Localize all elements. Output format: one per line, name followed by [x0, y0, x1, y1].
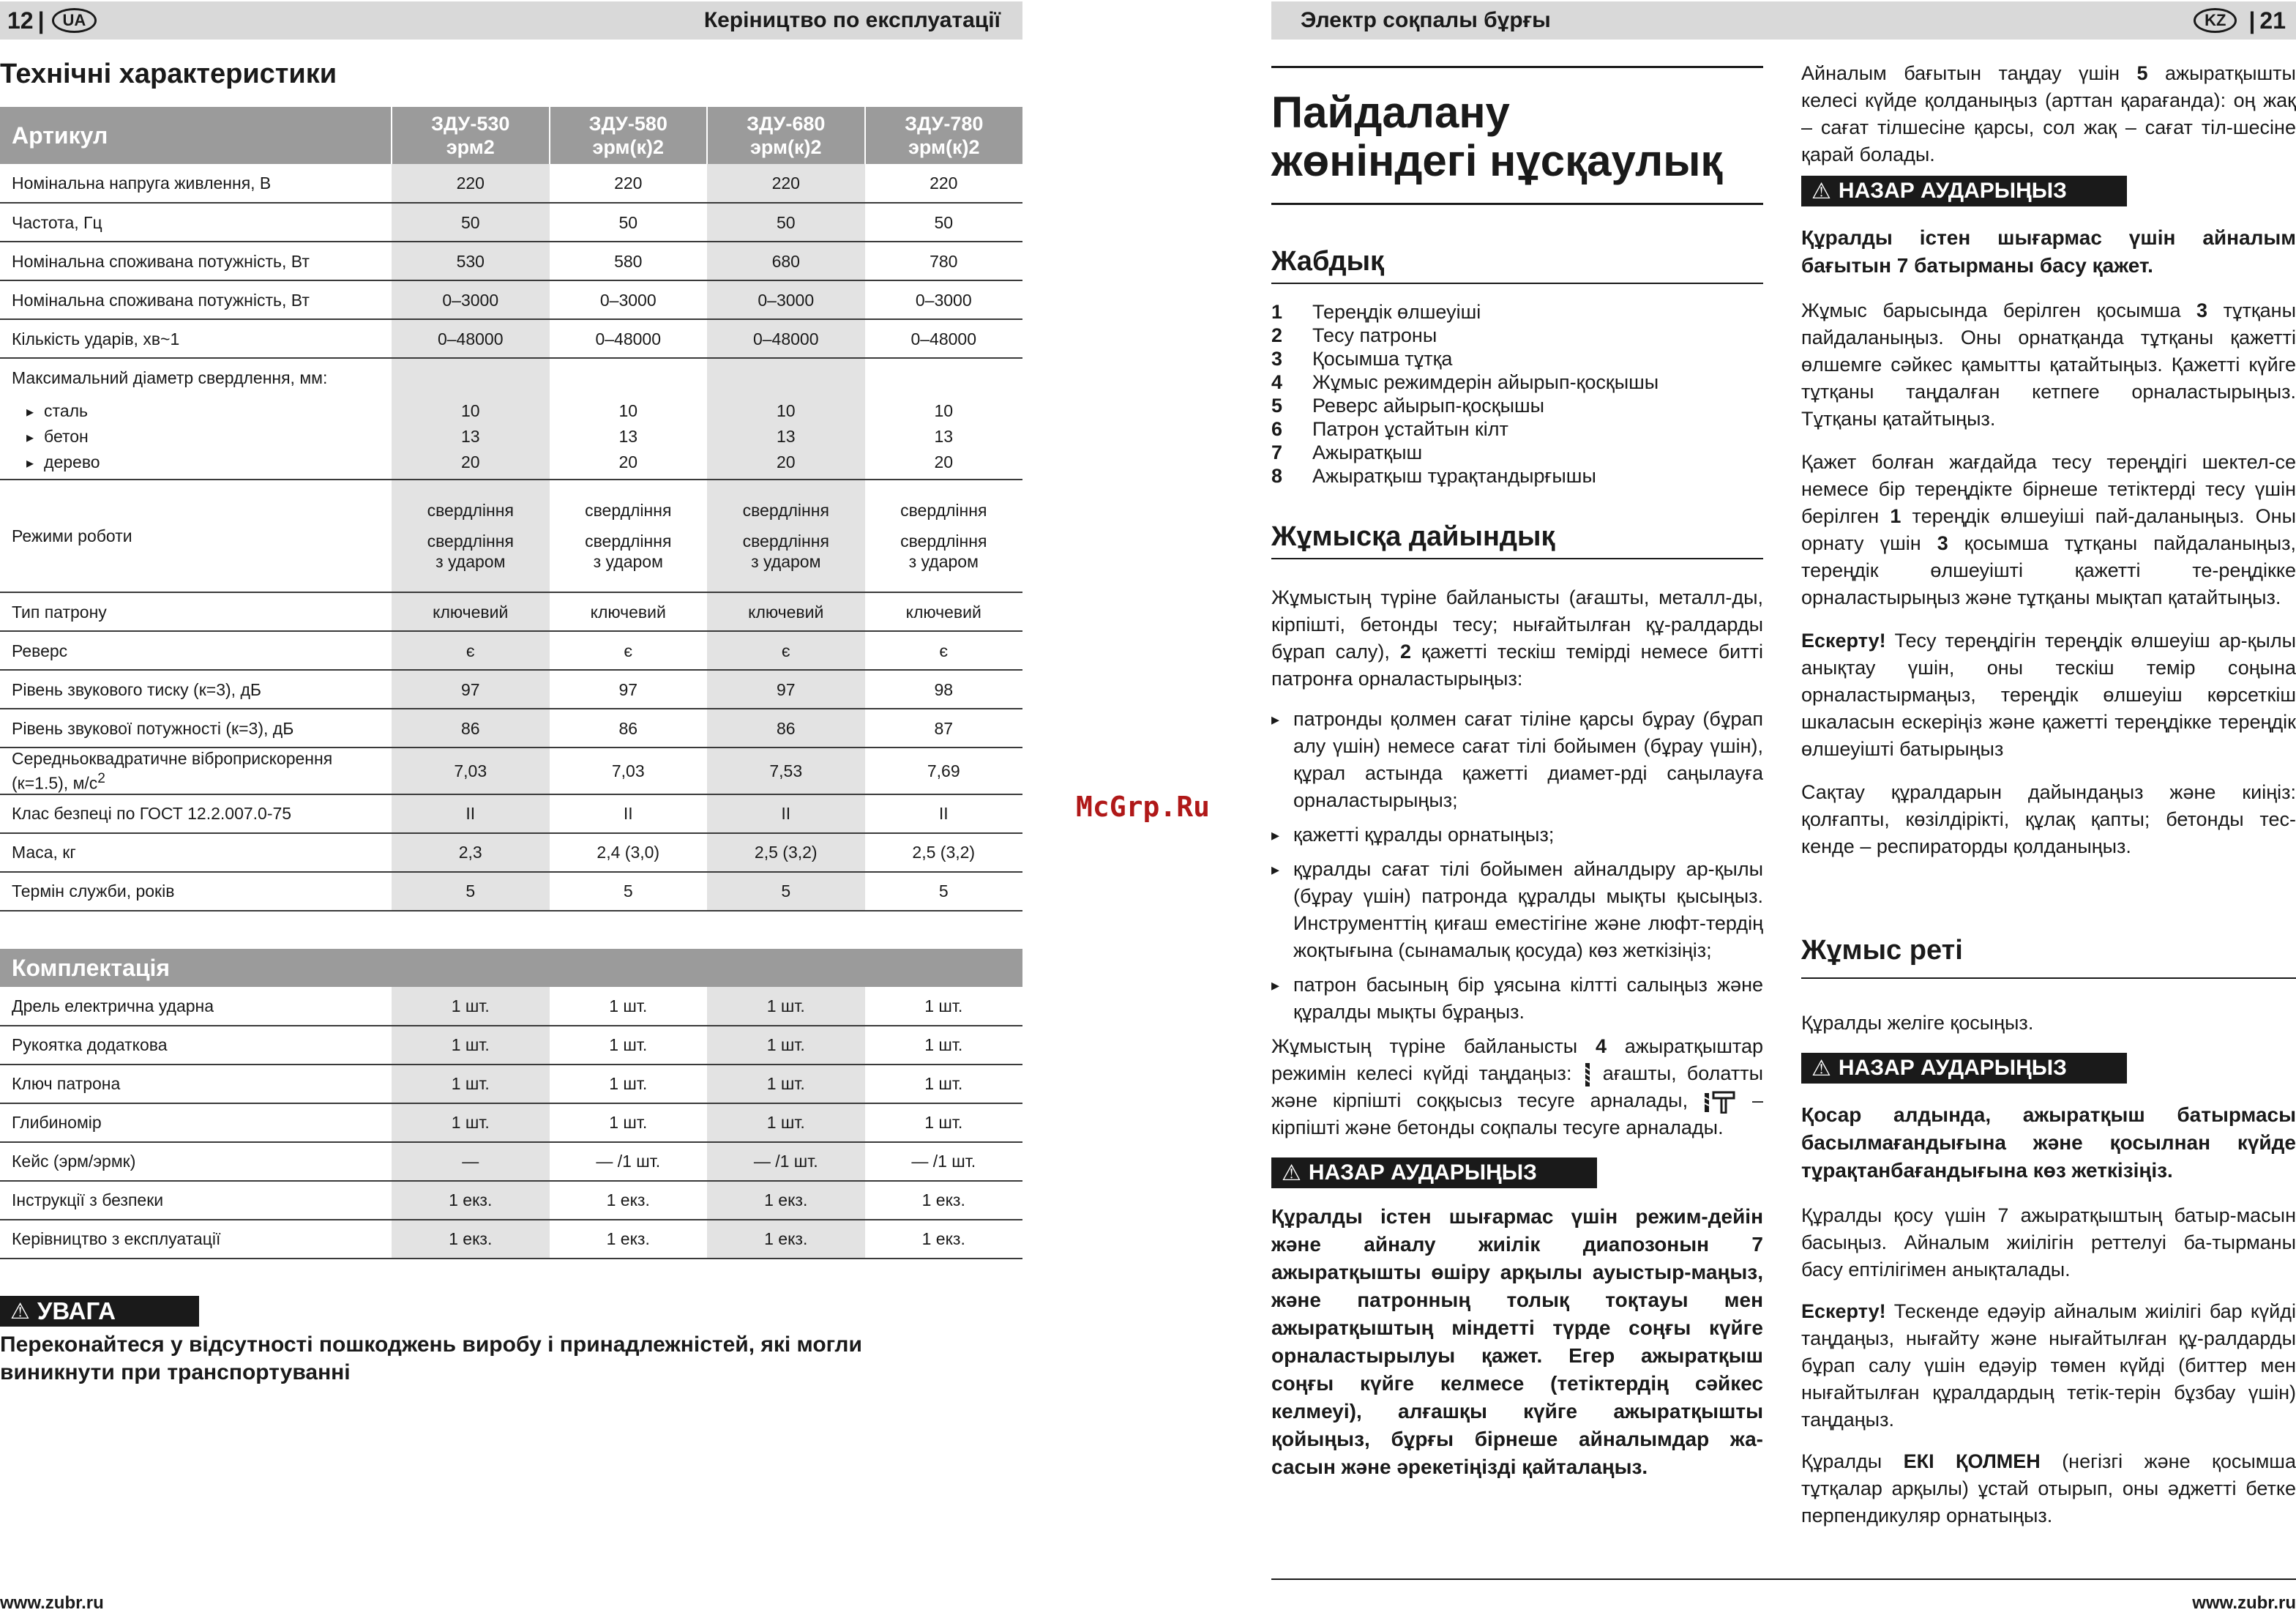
model-header: ЗДУ-680 эрм(к)2: [707, 107, 865, 164]
kit-table-header: Комплектація: [0, 949, 1022, 987]
right-page-number: 21: [2259, 7, 2286, 34]
left-page-number: 12: [7, 7, 34, 34]
header-separator: |: [2248, 7, 2256, 34]
diameter-label: Максимальний діаметр свердлення, мм:: [12, 368, 328, 387]
header-separator: |: [37, 7, 45, 34]
list-item: 6 Патрон ұстайтын кілт: [1271, 418, 1508, 440]
list-item: 2 Тесу патроны: [1271, 324, 1437, 346]
list-item: ▸ қажетті құралды орнатыңыз;: [1271, 821, 1763, 849]
handle-text: Жұмыс барысында берілген қосымша 3 тұтқаны пайдаланыңыз. Оны орнатқанда тұтқаны қажетті өлшемге сәйкес қамытты қатайтыңыз. Қажетті күйге тұтқаны таңдалған кетпеге орналастырыңыз. Тұтқаны қатайтыңыз.: [1801, 299, 2296, 430]
table-row: Реверс є є є є: [0, 631, 1022, 670]
table-row: Маса, кг 2,3 2,4 (3,0) 2,5 (3,2) 2,5 (3,2): [0, 833, 1022, 872]
prep-bullets: [1271, 706, 1763, 1026]
list-item: ▸ патрон басының бір ұясына кілтті салыңыз және құралды мықты бұраңыз.: [1271, 972, 1763, 1026]
table-row: Номінальна споживана потужність, Вт 0–3000 0–3000 0–3000 0–3000: [0, 280, 1022, 319]
left-header-title: Керіництво по експлуатації: [703, 8, 1001, 32]
watermark: McGrp.Ru: [1076, 791, 1211, 823]
main-title: Пайдалану жөніндегі нұсқаулық: [1271, 88, 1723, 185]
warning-icon: ⚠: [10, 1299, 30, 1324]
list-item: 5 Реверс айырып-қосқышы: [1271, 395, 1545, 417]
model-header: ЗДУ-780 эрм(к)2: [865, 107, 1023, 164]
list-item: 7 Ажыратқыш: [1271, 441, 1423, 463]
table-row: Номінальна напруга живлення, В 220 220 220 220: [0, 164, 1022, 203]
work-note: Ескерту! Тескенде едәуір айналым жиілігі бар күйді таңдаңыз, нығайту және нығайтылған құ-ралдарды бұрап салу үшін едәуір төмен күйді (биттер мен нығайтылған құралдардың тетік-терін бұзбау үшін) таңдаңыз.: [1801, 1300, 2296, 1431]
table-row: Керівництво з експлуатації 1 екз. 1 екз. 1 екз. 1 екз.: [0, 1220, 1022, 1259]
left-footer-url: www.zubr.ru: [0, 1593, 104, 1613]
right-column-1: [1271, 66, 1763, 1481]
list-item: 8 Ажыратқыш тұрақтандырғышы: [1271, 465, 1596, 487]
table-row: Ключ патрона 1 шт. 1 шт. 1 шт. 1 шт.: [0, 1065, 1022, 1103]
bullet-arrow-icon: ▸: [1271, 710, 1280, 728]
drill-bit-icon: [1582, 1063, 1593, 1086]
model-header: ЗДУ-530 эрм2: [392, 107, 550, 164]
table-row: Дрель електрична ударна 1 шт. 1 шт. 1 шт. 1 шт.: [0, 987, 1022, 1026]
equipment-list: [1271, 300, 1763, 488]
section-title: Технічні характеристики: [0, 59, 337, 89]
note-text: Ескерту! Тесу тереңдігін тереңдік өлшеуіш ар-қылы анықтау үшін, оны тескіш темір соңына орналастырмаңыз, тереңдік өлшеуіш көрсеткіш шкаласын ескеріңіз және қажетті тереңдікке тереңдік өлшеуішті батырыңыз: [1801, 630, 2296, 760]
depth-text: Қажет болған жағдайда тесу тереңдігі шектел-се немесе бір тереңдікте бірнеше тетіктерді тесу үшін берілген 1 тереңдік өлшеуіші пай-даланыңыз. Оны орнату үшін 3 қосымша тұтқаны пайдаланыңыз, тереңдік өлшеуішті қажетті те-реңдікке орналастырыңыз және тұтқаны мықтап қатайтыңыз.: [1801, 451, 2296, 608]
work-title: Жұмыс реті: [1801, 935, 1963, 966]
warning-icon: ⚠: [1282, 1160, 1301, 1185]
right-footer-url: www.zubr.ru: [2192, 1593, 2296, 1613]
bottom-rule: [1271, 1578, 2296, 1580]
table-row: Тип патрону ключевий ключевий ключевий ключевий: [0, 592, 1022, 631]
table-row-modes: Режими роботи свердління свердління з ударом свердління свердління з ударом свердління свердління з ударом свердління свердління з ударом: [0, 480, 1022, 592]
spec-header-label: Артикул: [0, 107, 392, 164]
right-header-bar: [1271, 1, 2296, 40]
table-row-diameter: Максимальний діаметр свердлення, мм: ▸ сталь ▸ бетон ▸ дерево 10 13 20 10 13 20 10 13 20 10 13 20: [0, 358, 1022, 480]
warning-badge: ⚠ НАЗАР АУДАРЫҢЫЗ: [1801, 176, 2127, 206]
list-item: ▸ патронды қолмен сағат тіліне қарсы бұрау (бұрап алу үшін) немесе сағат тілі бойымен (бұрау үшін), құрал астында қажетті диамет-рді саңылауға орналастырыңыз;: [1271, 706, 1763, 814]
protection-text: Сақтау құралдарын дайындаңыз және киіңіз: қолғапты, көзілдірікті, құлақ қапты; бетонды тес-кенде – респираторды қолданыңыз.: [1801, 781, 2296, 857]
spec-table: [0, 107, 1022, 1259]
warning-badge: ⚠ НАЗАР АУДАРЫҢЫЗ: [1271, 1157, 1597, 1188]
table-row-vibration: Середньоквадратичне віброприскорення (к=1.5), $м/с^2$ 7,03 7,03 7,53 7,69: [0, 748, 1022, 794]
prep-intro: Жұмыстың түріне байланысты (ағашты, металл-ды, кірпішті, бетонды тесу; нығайтылған құ-ралдарды бұрап салу), 2 қажетті тескіш темірді немесе битті патронға орналастырыңыз:: [1271, 586, 1763, 690]
table-row: Рукоятка додаткова 1 шт. 1 шт. 1 шт. 1 шт.: [0, 1026, 1022, 1065]
table-row: Інструкції з безпеки 1 екз. 1 екз. 1 екз. 1 екз.: [0, 1181, 1022, 1220]
warning-badge: ⚠ НАЗАР АУДАРЫҢЫЗ: [1801, 1053, 2127, 1084]
work-text-1: Құралды желіге қосыңыз.: [1801, 1012, 2034, 1034]
bullet-arrow-icon: ▸: [1271, 860, 1280, 879]
model-header: ЗДУ-580 эрм(к)2: [550, 107, 708, 164]
lang-badge-kz: KZ: [2194, 8, 2237, 33]
equipment-title: Жабдық: [1271, 246, 1385, 277]
table-row: Клас безпеці по ГОСТ 12.2.007.0-75 II II II II: [0, 794, 1022, 833]
table-row: Номінальна споживана потужність, Вт 530 580 680 780: [0, 242, 1022, 280]
table-row: Частота, Гц 50 50 50 50: [0, 203, 1022, 242]
table-row: Термін служби, років 5 5 5 5: [0, 872, 1022, 911]
warning3-text: Қосар алдында, ажыратқыш батырмасы басылмағандығына және қосылнан күйде тұрақтанбағандығына көз жеткізіңіз.: [1801, 1103, 2296, 1182]
warning1-text: Құралды істен шығармас үшін режим-дейін және айналу жиілік диапозонын 7 ажыратқышты өшіру арқылы ауыстыр-маңыз, және патронның толық тоқтауы мен ажыратқыштың міндетті түрде соңғы күйге орналастырылуы қажет. Егер ажыратқыш соңғы күйге келмесе (тетіктердің сәйкес келмеуі), алғашқы күйге ажыратқышты қойыңыз, бұрғы бірнеше айналымдар жа-сасын және әрекетіңізді қайталаңыз.: [1271, 1205, 1763, 1478]
right-header-title: Электр соқпалы бұрғы: [1301, 8, 1551, 32]
lang-badge-ua: UA: [52, 8, 97, 33]
work-text-2: Құралды қосу үшін 7 ажыратқыштың батыр-масын басыңыз. Айналым жиілігін реттелуі ба-тырманы басу ептілігімен анықталады.: [1801, 1204, 2296, 1280]
list-item: 3 Қосымша тұтқа: [1271, 348, 1453, 370]
warning2-text: Құралды істен шығармас үшін айналым бағытын 7 батырманы басу қажет.: [1801, 226, 2296, 277]
warning-icon: ⚠: [1811, 1056, 1831, 1081]
left-page: [0, 0, 1025, 1618]
table-row: Глибиномір 1 шт. 1 шт. 1 шт. 1 шт.: [0, 1103, 1022, 1142]
warning-icon: ⚠: [1811, 179, 1831, 204]
bullet-arrow-icon: ▸: [1271, 826, 1280, 844]
hammer-drill-icon: [1703, 1090, 1737, 1114]
prep-title: Жұмысқа дайындық: [1271, 521, 1555, 552]
table-row: Рівень звукової потужності (к=3), дБ 86 86 86 87: [0, 709, 1022, 748]
list-item: 4 Жұмыс режимдерін айырып-қосқышы: [1271, 371, 1659, 393]
table-row: Рівень звукового тиску (к=3), дБ 97 97 97 98: [0, 670, 1022, 709]
list-item: 1 Тереңдік өлшеуіші: [1271, 301, 1481, 323]
left-header-bar: [0, 1, 1022, 40]
right-page: [1271, 0, 2296, 1618]
bullet-arrow-icon: ▸: [1271, 976, 1280, 994]
warning-badge: ⚠ УВАГА: [0, 1296, 199, 1327]
list-item: ▸ құралды сағат тілі бойымен айналдыру ар-қылы (бұрау үшін) патронда құралды мықты қысыңыз. Инструменттің қиғаш еместігіне және люфт-тердің жоқтығына (сынамалық қосуда) көз жеткізіңіз;: [1271, 856, 1763, 964]
table-row: Кейс (эрм/эрмк) — — /1 шт. — /1 шт. — /1 шт.: [0, 1142, 1022, 1181]
right-column-2: [1801, 60, 2296, 1529]
mode-text: Жұмыстың түріне байланысты 4 ажыратқыштар режимін келесі күйді таңдаңыз: ағашты, болатты және кірпішті соққысыз тесуге арналады, – кірпішті және бетонды соқпалы тесуге арналады.: [1271, 1035, 1763, 1138]
work-text-3: Құралды ЕКІ ҚОЛМЕН (негізгі және қосымша тұтқалар арқылы) ұстай отырып, оны әджетті бетке перпендикуляр орнатыңыз.: [1801, 1450, 2296, 1526]
direction-text: Айналым бағытын таңдау үшін 5 ажыратқышты келесі күйде қолданыңыз (арттан қарағанда): оң жақ – сағат тілшесіне қарсы, сол жақ – сағат тіл-шесіне қарай болады.: [1801, 62, 2296, 165]
warning-text: Переконайтеся у відсутності пошкоджень виробу і принадлежністей, які могли виникнути при транспортуванні: [0, 1332, 862, 1384]
table-row: Кількість ударів, хв~1 0–48000 0–48000 0–48000 0–48000: [0, 319, 1022, 358]
